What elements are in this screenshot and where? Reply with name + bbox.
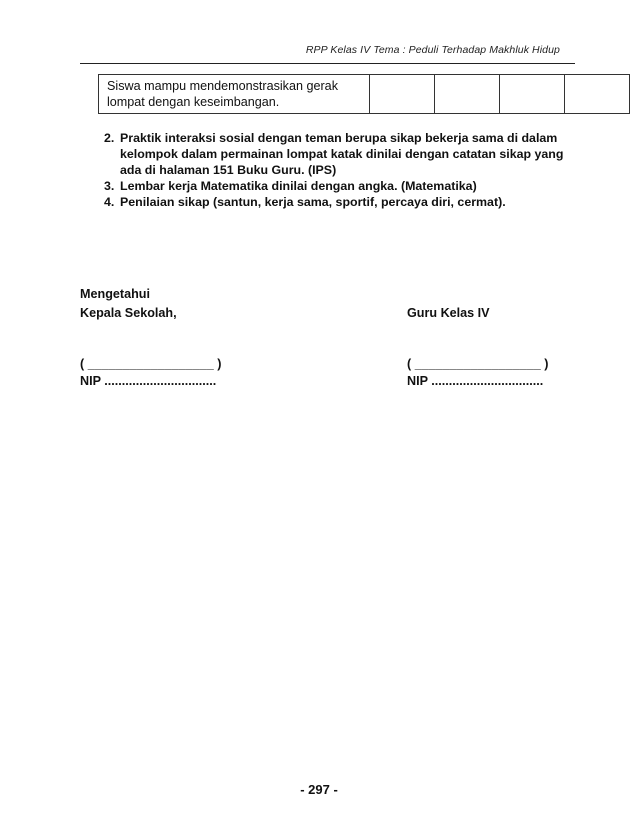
table-cell <box>500 75 565 114</box>
list-item <box>104 194 574 210</box>
table-cell-description: Siswa mampu mendemonstrasikan gerak lompat dengan keseimbangan. <box>99 75 370 114</box>
list-item-number: 3. <box>104 179 115 193</box>
page-header-title: RPP Kelas IV Tema : Peduli Terhadap Makhluk Hidup <box>305 44 560 56</box>
list-item-text: Lembar kerja Matematika dinilai dengan angka. (Matematika) <box>120 179 477 193</box>
assessment-list <box>104 130 574 210</box>
teacher-name-line: ( __________________ ) <box>407 357 549 371</box>
list-item-number: 2. <box>104 131 115 145</box>
teacher-nip: NIP ................................ <box>407 374 544 388</box>
acknowledgement-label: Mengetahui <box>80 287 150 301</box>
table-cell <box>565 75 630 114</box>
header-divider <box>80 63 575 64</box>
teacher-title: Guru Kelas IV <box>407 306 490 320</box>
list-item-text: Praktik interaksi sosial dengan teman berupa sikap bekerja sama di dalam kelompok dalam permainan lompat katak dinilai dengan catatan sikap yang ada di halaman 151 Buku Guru. (IPS) <box>120 131 564 177</box>
list-item-text: Penilaian sikap (santun, kerja sama, sportif, percaya diri, cermat). <box>120 195 506 209</box>
list-item <box>104 130 574 178</box>
list-item <box>104 178 574 194</box>
table-row <box>99 75 630 114</box>
principal-nip: NIP ................................ <box>80 374 217 388</box>
list-item-number: 4. <box>104 195 115 209</box>
principal-name-line: ( __________________ ) <box>80 357 222 371</box>
principal-title: Kepala Sekolah, <box>80 306 177 320</box>
assessment-table <box>98 74 630 114</box>
table-cell <box>370 75 435 114</box>
table-cell <box>435 75 500 114</box>
page-number: - 297 - <box>300 782 338 797</box>
